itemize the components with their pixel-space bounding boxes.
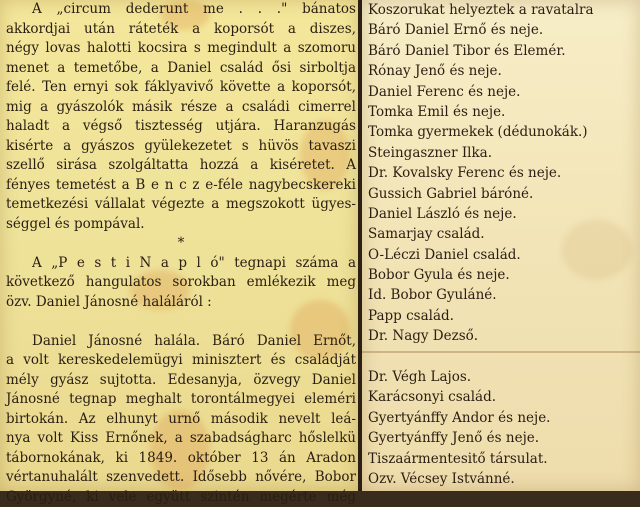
list-item: Báró Daniel Ernő és neje. [368,20,636,40]
article-line: Daniel Jánosné halála. Báró Daniel Ernőt, [6,332,356,352]
article-line: tábornokának, ki 1849. október 13 án Aradon [6,449,356,469]
article-line: birtokán. Az elhunyt urnő második nevelt leá- [6,410,356,430]
list-item: Dr. Kovalsky Ferenc és neje. [368,163,636,183]
list-item: Steingaszner Ilka. [368,143,636,163]
list-item: Gyertyánffy Jenő és neje. [368,428,636,448]
article-line: fényes temetést a B e n c z e-féle nagybecskereki [6,176,356,196]
list-item: Gussich Gabriel báróné. [368,184,636,204]
list-item: Daniel László és neje. [368,204,636,224]
article-line: A „circum dederunt me . . ." bánatos [6,0,356,20]
list-item: Báró Daniel Tibor és Elemér. [368,41,636,61]
article-line: következő hangulatos sorokban emlékezik meg [6,273,356,293]
article-line: A „P e s t i N a p l ó" tegnapi száma a [6,254,356,274]
article-line: mély gyász sujtotta. Edesanyja, özvegy Daniel [6,371,356,391]
list-item: Gyertyánffy Andor és neje. [368,408,636,428]
list-item: Daniel Ferenc és neje. [368,82,636,102]
article-line: temetkezési vállalat végezte a megszokott ügyes- [6,195,356,215]
paragraph-gap [6,312,356,332]
list-item: Dr. Végh Lajos. [368,367,636,387]
list-item: Ozv. Vécsey Istvánné. [368,469,636,489]
article-line: Jánosné tegnap meghalt torontálmegyei eleméri [6,390,356,410]
article-line: felé. Ten ernyi sok fáklyavivő követte a koporsót, [6,78,356,98]
article-line: a volt kereskedelemügyi minisztert és családját [6,351,356,371]
list-item: Samarjay család. [368,224,636,244]
article-line: akkordjai után ráteték a koporsót a diszes, [6,20,356,40]
list-item: Karácsonyi család. [368,387,636,407]
list-item: Dr. Nagy Dezső. [368,326,636,346]
section-separator: * [6,234,356,254]
article-line: kisérte a gyászos gyülekezetet s hüvös tavaszi [6,137,356,157]
list-item: Tiszaármentesitő társulat. [368,449,636,469]
article-line: nya volt Kiss Ernőnek, a szabadságharc hőslelkü [6,429,356,449]
article-text [6,0,356,507]
list-item: Id. Bobor Gyuláné. [368,285,636,305]
article-line: haladt a végső tisztesség utjára. Haranzugás [6,117,356,137]
list-item: Tomka gyermekek (dédunokák.) [368,122,636,142]
list-item: Bobor Gyula és neje. [368,265,636,285]
article-line: négy lovas halotti kocsira s megindult a szomoru [6,39,356,59]
article-line: mig a gyászolók másik része a családi cimerrel [6,98,356,118]
wreath-list [368,0,636,489]
list-item [368,347,636,367]
article-line: szellő sirása szolgáltatta hozzá a kiséretet. A [6,156,356,176]
list-item: O-Léczi Daniel család. [368,245,636,265]
article-line: Györgyné, ki vele együtt szintén megérte még [6,488,356,507]
list-item: Koszorukat helyeztek a ravatalra [368,0,636,20]
list-item: Papp család. [368,306,636,326]
article-line: özv. Daniel Jánosné haláláról : [6,293,356,313]
list-item: Tomka Emil és neje. [368,102,636,122]
article-line: menet a temetőbe, a Daniel család ősi sirboltja [6,59,356,79]
article-line: séggel és pompával. [6,215,356,235]
article-line: vértanuhalált szenvedett. Idősebb nővére, Bobor [6,468,356,488]
list-item: Rónay Jenő és neje. [368,61,636,81]
